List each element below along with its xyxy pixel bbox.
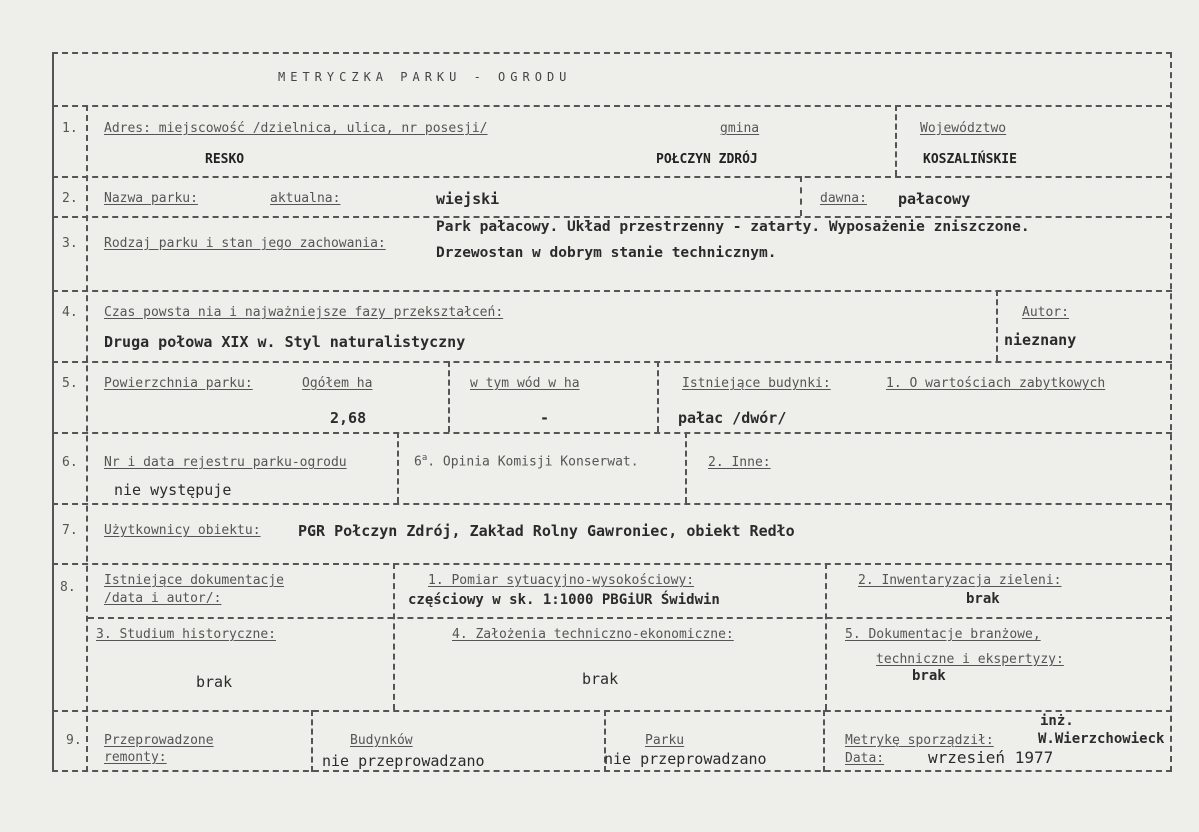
repairs-label-line2: remonty: [104, 750, 167, 765]
voivodeship-label: Województwo [920, 121, 1007, 136]
register-label: Nr i data rejestru parku-ogrodu [104, 455, 347, 470]
row-divider [52, 176, 1172, 178]
gmina-value: POŁCZYN ZDRÓJ [656, 152, 758, 167]
row-number: 1. [62, 121, 78, 136]
row-number: 8. [60, 580, 76, 595]
history-study-value: brak [196, 673, 233, 691]
branch-docs-label-line1: 5. Dokumentacje branżowe, [845, 627, 1041, 642]
row-divider [52, 290, 1172, 292]
row-number: 2. [62, 191, 78, 206]
row-number: 9. [66, 733, 82, 748]
row-number: 4. [62, 305, 78, 320]
date-value: wrzesień 1977 [928, 748, 1054, 767]
branch-docs-value: brak [912, 668, 946, 684]
row-number: 6. [62, 455, 78, 470]
inventory-label: 2. Inwentaryzacja zieleni: [858, 573, 1062, 588]
column-divider [311, 710, 313, 772]
current-name-value: wiejski [436, 190, 500, 208]
park-repairs-label: Parku [645, 733, 685, 748]
column-divider [823, 710, 825, 772]
current-name-label: aktualna: [270, 191, 341, 206]
gmina-label: gmina [720, 121, 760, 136]
tech-assumptions-value: brak [582, 670, 619, 688]
register-value: nie występuje [114, 481, 232, 499]
row-number: 5. [62, 376, 78, 391]
number-column-divider [86, 105, 88, 772]
column-divider [448, 361, 450, 432]
monuments-label: 1. O wartościach zabytkowych [886, 376, 1106, 391]
prepared-by-value: W.Wierzchowieck [1038, 731, 1165, 747]
history-phases-value: Druga połowa XIX w. Styl naturalistyczny [104, 333, 466, 351]
opinion-text: . Opinia Komisji Konserwat. [427, 454, 639, 470]
prepared-by-label: Metrykę sporządził: [845, 733, 994, 748]
history-study-label: 3. Studium historyczne: [96, 627, 277, 642]
buildings-repairs-label: Budynków [350, 733, 413, 748]
voivodeship-value: KOSZALIŃSKIE [923, 152, 1017, 167]
prepared-by-title: inż. [1040, 713, 1074, 729]
row-number: 3. [62, 236, 78, 251]
park-type-value-line2: Drzewostan w dobrym stanie technicznym. [436, 245, 777, 261]
address-label: Adres: miejscowość /dzielnica, ulica, nr posesji/ [104, 121, 488, 136]
opinion-superscript: a [421, 453, 428, 463]
column-divider [393, 563, 395, 710]
inventory-value: brak [966, 591, 1000, 607]
park-type-label: Rodzaj parku i stan jego zachowania: [104, 236, 386, 251]
branch-docs-label-line2: techniczne i ekspertyzy: [876, 652, 1064, 667]
docs-label-line1: Istniejące dokumentacje [104, 573, 285, 588]
form-title: METRYCZKA PARKU - OGRODU [278, 70, 572, 84]
row-divider [52, 105, 1172, 107]
row-number: 7. [62, 523, 78, 538]
total-area-value: 2,68 [330, 409, 367, 427]
area-label: Powierzchnia parku: [104, 376, 253, 391]
row-divider [52, 216, 1172, 218]
users-label: Użytkownicy obiektu: [104, 523, 261, 538]
column-divider [800, 176, 802, 216]
column-divider [685, 432, 687, 503]
former-name-label: dawna: [820, 191, 867, 206]
former-name-value: pałacowy [898, 190, 971, 208]
existing-buildings-value: pałac /dwór/ [678, 409, 787, 427]
other-label: 2. Inne: [708, 455, 771, 470]
row-divider [52, 710, 1172, 712]
row-divider [52, 503, 1172, 505]
column-divider [397, 432, 399, 503]
repairs-label-line1: Przeprowadzone [104, 733, 214, 748]
water-area-value: - [540, 409, 550, 427]
row-divider [52, 563, 1172, 565]
column-divider [825, 563, 827, 710]
author-label: Autor: [1022, 305, 1069, 320]
history-phases-label: Czas powsta nia i najważniejsze fazy przekształceń: [104, 305, 504, 320]
date-label: Data: [845, 751, 885, 766]
survey-value: częściowy w sk. 1:1000 PBGiUR Świdwin [408, 592, 720, 608]
address-value: RESKO [205, 152, 245, 167]
docs-label-line2: /data i autor/: [104, 591, 222, 606]
water-area-label: w tym wód w ha [470, 376, 580, 391]
users-value: PGR Połczyn Zdrój, Zakład Rolny Gawroniec, obiekt Redło [298, 522, 795, 540]
author-value: nieznany [1004, 331, 1077, 349]
opinion-number: 6 [414, 454, 422, 470]
column-divider [996, 290, 998, 361]
tech-assumptions-label: 4. Założenia techniczno-ekonomiczne: [452, 627, 734, 642]
opinion-label [414, 453, 639, 469]
park-type-value-line1: Park pałacowy. Układ przestrzenny - zatarty. Wyposażenie zniszczone. [436, 219, 1030, 235]
column-divider [895, 105, 897, 176]
existing-buildings-label: Istniejące budynki: [682, 376, 831, 391]
total-area-label: Ogółem ha [302, 376, 373, 391]
survey-label: 1. Pomiar sytuacyjno-wysokościowy: [428, 573, 695, 588]
park-repairs-value: nie przeprowadzano [604, 750, 767, 768]
row-divider [88, 617, 1172, 619]
row-divider [52, 432, 1172, 434]
park-name-label: Nazwa parku: [104, 191, 198, 206]
row-divider [52, 361, 1172, 363]
column-divider [657, 361, 659, 432]
buildings-repairs-value: nie przeprowadzano [322, 752, 485, 770]
